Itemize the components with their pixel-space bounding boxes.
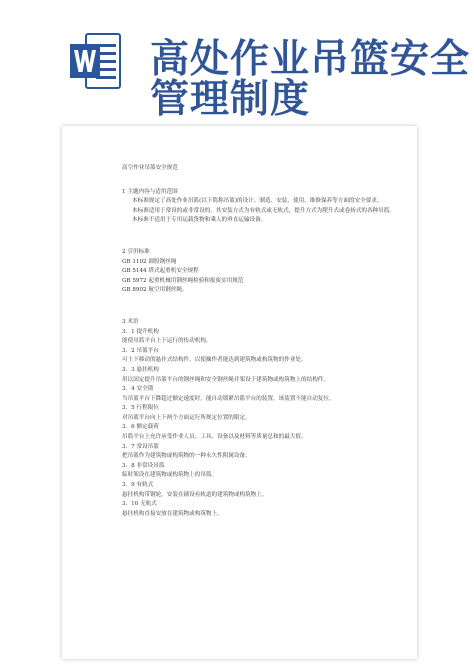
section-2-title: 2 引用标准 bbox=[122, 248, 150, 255]
section-3-title: 3 术语 bbox=[122, 318, 139, 325]
term-definition: 吊篮平台上允许承受作业人员、工具、设备以及材料等质量总和的最大值。 bbox=[122, 434, 307, 441]
term-title: 3．8 非常设吊篮 bbox=[122, 462, 165, 469]
term-definition: 临时架设在建筑物或构筑物上的吊篮。 bbox=[122, 472, 218, 479]
term-definition: 悬挂机构带钢轮，安装在铺设有轨道的建筑物或构筑物上。 bbox=[122, 491, 268, 498]
section-1-paragraph-3: 本标准不适用于专用运载货物和乘人的垂直运输设备。 bbox=[132, 217, 267, 224]
term-title: 3．7 常设吊篮 bbox=[122, 443, 159, 450]
document-heading: 高空作业吊篮安全规范 bbox=[122, 165, 178, 171]
page-title-line-2: 管理制度 bbox=[150, 77, 311, 122]
term-definition: 把吊篮作为建筑物或构筑物的一种永久性附属设备。 bbox=[122, 453, 251, 460]
term-definition: 可上下移动的悬挂式结构件，以使操作者能达到建筑物或构筑物的作业处。 bbox=[122, 357, 307, 364]
term-definition: 当吊篮平台下降超过额定速度时，能自动锁紧吊篮平台的装置，该装置不能自动复位。 bbox=[122, 395, 335, 402]
section-1-paragraph-2: 本标准适用于常设的或非常设的，其安装方式为有轨式或无轨式，提升方式为爬升式或卷扬式的各种吊篮。 bbox=[132, 207, 395, 214]
reference-item: GB 8902 航空用钢丝绳。 bbox=[122, 287, 188, 294]
reference-item: GB 1102 圆股钢丝绳 bbox=[122, 258, 177, 265]
word-document-icon bbox=[70, 32, 122, 90]
term-title: 3．10 无轨式 bbox=[122, 501, 157, 508]
page-title-line-1: 高处作业吊篮安全 bbox=[150, 37, 471, 82]
term-title: 3．6 额定载荷 bbox=[122, 424, 159, 431]
term-title: 3．2 吊篮平台 bbox=[122, 347, 159, 354]
section-1-title: 1 主题内容与适用范围 bbox=[122, 188, 178, 195]
reference-item: GB 5144 塔式起重机安全规程 bbox=[122, 268, 199, 275]
document-page bbox=[62, 126, 417, 659]
term-title: 3．3 悬挂机构 bbox=[122, 366, 159, 373]
document-body bbox=[122, 164, 402, 519]
reference-item: GB 5972 起重机械用钢丝绳检验和报废实用规范 bbox=[122, 277, 244, 284]
term-definition: 悬挂机构直接安放在建筑物或构筑物上。 bbox=[122, 510, 223, 517]
term-title: 3．4 安全锁 bbox=[122, 386, 154, 393]
term-title: 3．9 有轨式 bbox=[122, 482, 154, 489]
term-definition: 用以固定提升吊篮平台的钢丝绳和安全钢丝绳并架设于建筑物或构筑物上的结构件。 bbox=[122, 376, 329, 383]
header-banner bbox=[0, 0, 474, 122]
term-title: 3．1 提升机构 bbox=[122, 328, 159, 335]
term-definition: 能使吊篮平台上下运行的传动机构。 bbox=[122, 338, 212, 345]
term-title: 3．5 行程限位 bbox=[122, 405, 159, 412]
section-1-paragraph-1: 本标准规定了高处作业吊篮(以下简称吊篮)的设计、制造、安装、使用、维修保养等方面的安全要求。 bbox=[132, 198, 383, 205]
term-definition: 对吊篮平台向上下两个方面运行所规定位置的限定。 bbox=[122, 414, 251, 421]
